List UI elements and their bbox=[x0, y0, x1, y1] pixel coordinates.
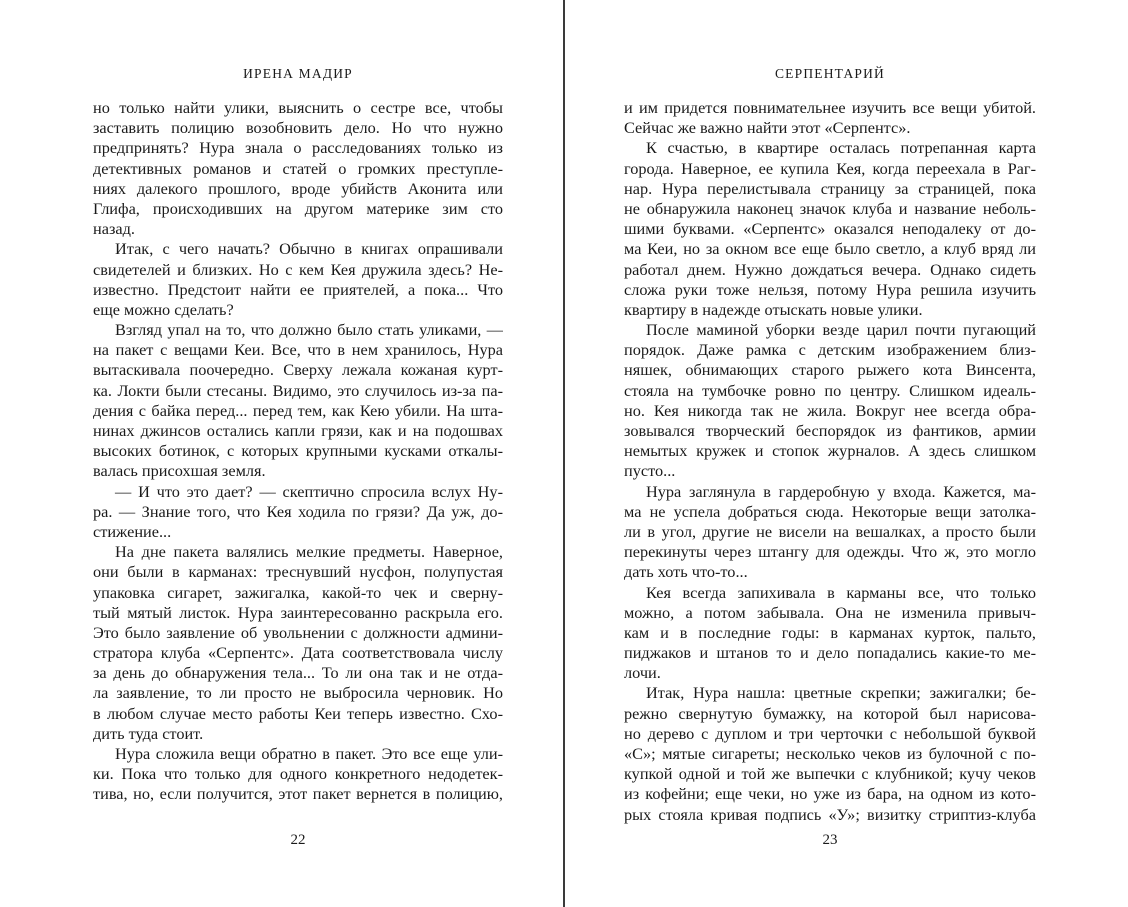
left-page bbox=[93, 0, 503, 907]
text-line: шими буквами. «Серпентс» оказался неподалеку от до- bbox=[624, 219, 1036, 239]
text-line: не обнаружила наконец значок клуба и название неболь- bbox=[624, 198, 1036, 218]
text-line: в любом случае место работы Кеи теперь известно. Схо- bbox=[93, 703, 503, 723]
text-line: пусто... bbox=[624, 461, 676, 481]
text-line: но дерево с дуплом и три черточки с небольшой буквой bbox=[624, 723, 1036, 743]
right-page-text bbox=[624, 98, 1036, 825]
text-line: они были в карманах: треснувший нусфон, полупустая bbox=[93, 562, 503, 582]
text-line: детективных романов и статей о громких преступле- bbox=[93, 158, 503, 178]
text-line: упаковка сигарет, зажигалка, какой-то чек и сверну- bbox=[93, 582, 503, 602]
text-line: зовывался творческий беспорядок из фантиков, армии bbox=[624, 421, 1036, 440]
text-line: стратора клуба «Серпентс». Дата соответствовала числу bbox=[93, 643, 503, 663]
left-page-text bbox=[93, 98, 503, 805]
page-number-left: 22 bbox=[290, 832, 306, 848]
text-line: предпринять? Нура знала о расследованиях только из bbox=[93, 138, 503, 158]
text-line: кам и в последние годы: в карманах курток, пальто, bbox=[624, 622, 1036, 642]
text-line: можно, а потом забывала. Она не изменила привыч- bbox=[624, 602, 1036, 622]
text-line: няшек, обнимающих старого рыжего кота Винсента, bbox=[624, 360, 1036, 380]
text-line: заставить полицию возобновить дело. Но что нужно bbox=[93, 118, 503, 138]
text-line: порядок. Даже рамка с детским изображением близ- bbox=[624, 340, 1036, 360]
text-line: на пакет с вещами Кеи. Все, что в нем хранилось, Нура bbox=[93, 340, 503, 360]
text-line: купкой одной и той же выпечки с клубникой; кучу чеков bbox=[624, 764, 1036, 784]
text-line: но. Кея никогда так не жила. Вокруг нее всегда обра- bbox=[624, 400, 1036, 420]
text-line: Кея всегда запихивала в карманы все, что только bbox=[646, 582, 1036, 602]
text-line: из кофейни; еще чеки, но уже из бара, на одном из кото- bbox=[624, 784, 1036, 804]
text-line: дать хоть что-то... bbox=[624, 562, 748, 582]
text-line: ма Кеи, но за окном все еще было светло, а клуб вряд ли bbox=[624, 239, 1036, 259]
text-line: ра. — Знание того, что Кея ходила по грязи? Да уж, до- bbox=[93, 501, 503, 521]
text-line: режно свернутую бумажку, на которой был нарисова- bbox=[624, 703, 1036, 723]
text-line: дения с байка перед... перед тем, как Кею убили. На шта- bbox=[93, 400, 503, 420]
text-line: немытых кружек и стопок журналов. А здесь слишком bbox=[624, 441, 1036, 461]
text-line: перекинуты через штангу для одежды. Что ж, это могло bbox=[624, 542, 1036, 562]
text-line: ла заявление, то ли просто не выбросила черновик. Но bbox=[93, 683, 503, 703]
text-line: города. Наверное, ее купила Кея, когда переехала в Раг- bbox=[624, 158, 1036, 178]
text-line: известно. Предстоит найти ее приятелей, а пока... Что bbox=[93, 279, 503, 299]
text-line: Итак, Нура нашла: цветные скрепки; зажигалки; бе- bbox=[646, 683, 1036, 703]
text-line: валась присохшая земля. bbox=[93, 461, 266, 481]
text-line: Нура заглянула в гардеробную у входа. Кажется, ма- bbox=[646, 481, 1036, 501]
right-page bbox=[624, 0, 1036, 907]
text-line: квартиру в надежде отыскать новые улики. bbox=[624, 299, 923, 319]
text-line: ки. Пока что только для одного конкретного недодетек- bbox=[93, 764, 503, 784]
text-line: Глифа, происходивших на другом материке зим сто bbox=[93, 198, 503, 218]
text-line: рых стояла кривая подпись «У»; визитку стриптиз-клуба bbox=[624, 804, 1036, 824]
text-line: ка. Локти были стесаны. Видимо, это случилось из-за па- bbox=[93, 380, 503, 400]
text-line: Это было заявление об увольнении с должности админи- bbox=[93, 622, 503, 642]
text-line: назад. bbox=[93, 219, 135, 239]
text-line: нинах джинсов остались капли грязи, как и на подошвах bbox=[93, 421, 503, 440]
running-head-author: ИРЕНА МАДИР bbox=[243, 66, 353, 81]
text-line: дить туда стоит. bbox=[93, 723, 204, 743]
text-line: за день до обнаружения тела... То ли она так и не отда- bbox=[93, 663, 503, 683]
text-line: свидетелей и близких. Но с кем Кея дружила здесь? Не- bbox=[93, 259, 503, 279]
text-line: и им придется повнимательнее изучить все вещи убитой. bbox=[624, 98, 1036, 117]
text-line: Сейчас же важно найти этот «Серпентс». bbox=[624, 118, 911, 138]
text-line: стояла на тумбочке ровно по центру. Слишком идеаль- bbox=[624, 380, 1036, 400]
text-line: — И что это дает? — скептично спросила вслух Ну- bbox=[115, 481, 503, 501]
text-line: высоких ботинок, с которых крупными кусками откалы- bbox=[93, 441, 503, 461]
text-line: пиджаков и штанов то и дело попадались какие-то ме- bbox=[624, 643, 1036, 663]
text-line: тива, но, если получится, этот пакет вернется в полицию, bbox=[93, 784, 503, 804]
text-line: еще можно сделать? bbox=[93, 299, 234, 319]
text-line: ма не успела добраться сюда. Некоторые вещи затолка- bbox=[624, 501, 1036, 521]
text-line: Взгляд упал на то, что должно было стать уликами, — bbox=[115, 320, 503, 340]
page-number-right: 23 bbox=[822, 832, 838, 848]
text-line: «С»; мятые сигареты; несколько чеков из булочной с по- bbox=[624, 744, 1036, 763]
text-line: тый мятый листок. Нура заинтересованно раскрыла его. bbox=[93, 602, 503, 622]
text-line: работал днем. Нужно дождаться вечера. Однако сидеть bbox=[624, 259, 1036, 279]
text-line: но только найти улики, выяснить о сестре все, чтобы bbox=[93, 98, 503, 117]
text-line: ниях далекого прошлого, вроде убийств Аконита или bbox=[93, 178, 503, 198]
text-line: нар. Нура перелистывала страницу за страницей, пока bbox=[624, 178, 1036, 198]
text-line: Нура сложила вещи обратно в пакет. Это все еще ули- bbox=[115, 744, 503, 763]
text-line: К счастью, в квартире осталась потрепанная карта bbox=[646, 138, 1036, 158]
text-line: После маминой уборки везде царил почти пугающий bbox=[646, 320, 1036, 340]
text-line: На дне пакета валялись мелкие предметы. Наверное, bbox=[115, 542, 503, 562]
gutter-divider bbox=[563, 0, 565, 907]
text-line: вытаскивала поочередно. Сверху лежала кожаная курт- bbox=[93, 360, 503, 380]
text-line: Итак, с чего начать? Обычно в книгах опрашивали bbox=[115, 239, 503, 259]
text-line: лочи. bbox=[624, 663, 661, 683]
text-line: ли в угол, другие не висели на вешалках, а просто были bbox=[624, 521, 1036, 541]
running-head-title: СЕРПЕНТАРИЙ bbox=[774, 66, 886, 81]
text-line: стижение... bbox=[93, 521, 172, 541]
text-line: сложа руки тоже нельзя, потому Нура решила изучить bbox=[624, 279, 1036, 299]
